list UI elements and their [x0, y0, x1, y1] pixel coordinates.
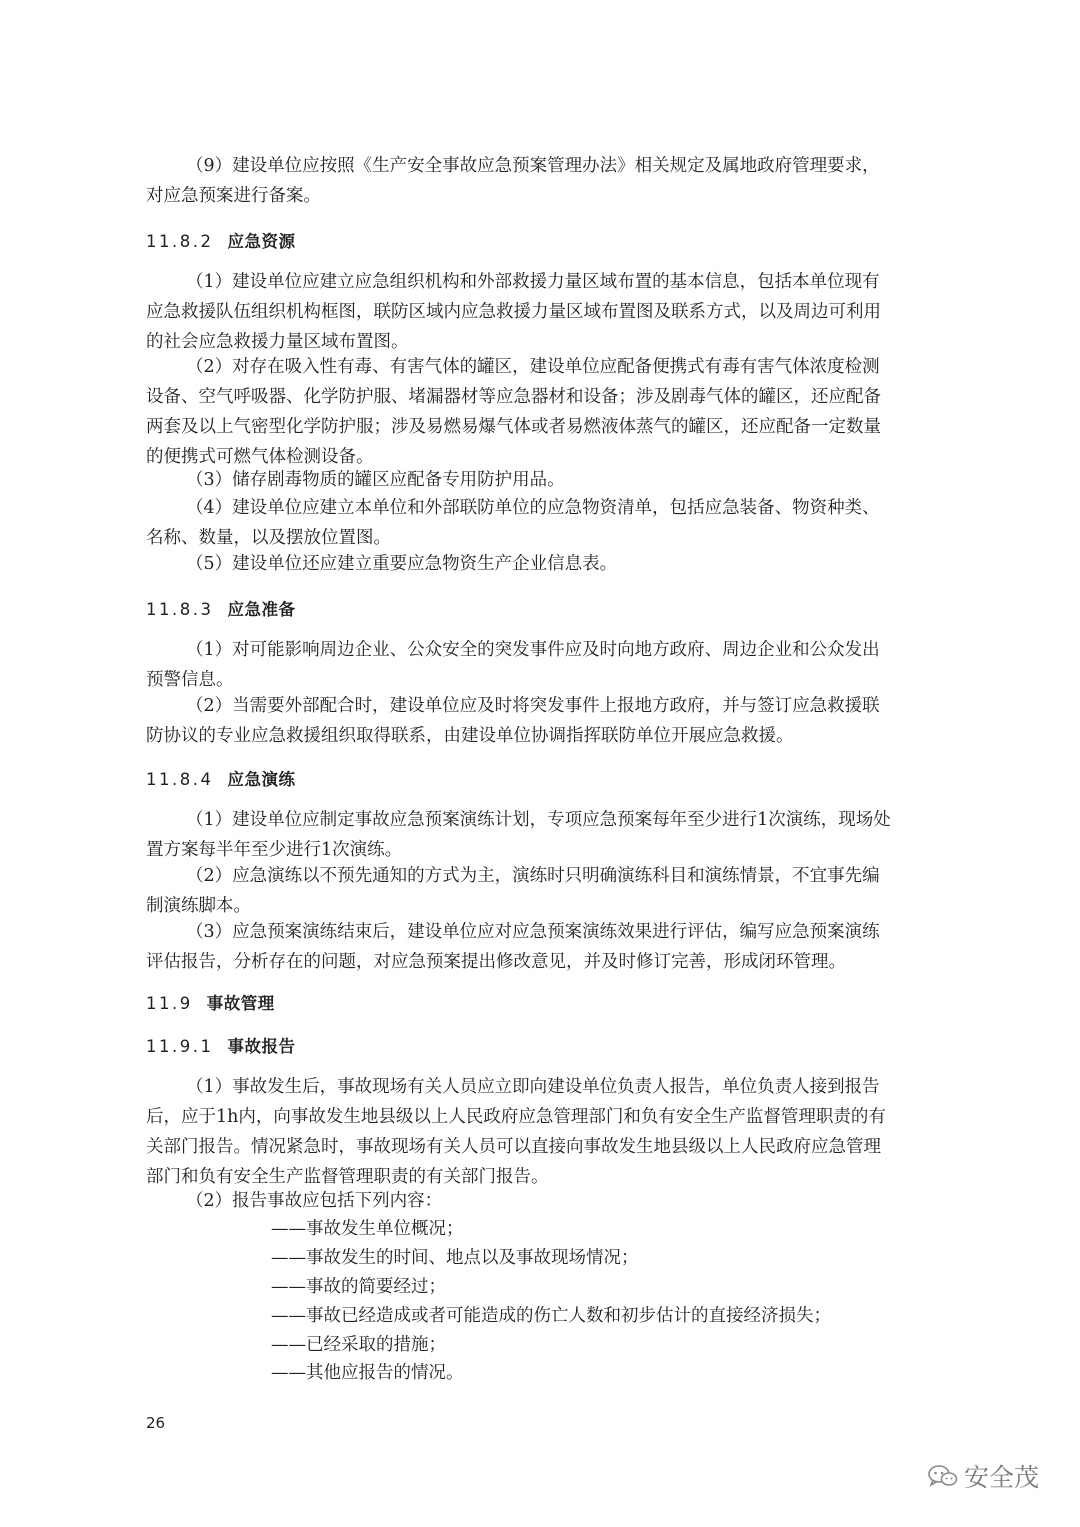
paragraph: （1）建设单位应制定事故应急预案演练计划，专项应急预案每年至少进行1次演练，现场处 置方案每半年至少进行1次演练。	[146, 810, 891, 860]
heading-11-8-3	[146, 595, 936, 625]
paragraph: （2）当需要外部配合时，建设单位应及时将突发事件上报地方政府，并与签订应急救援联 防协议的专业应急救援组织取得联系，由建设单位协调指挥联防单位开展应急救援。	[146, 696, 880, 746]
heading-number: 11.9	[146, 994, 193, 1013]
paragraph: （2）应急演练以不预先通知的方式为主，演练时只明确演练科目和演练情景，不宜事先编 制演练脚本。	[146, 866, 880, 916]
heading-title: 事故报告	[227, 1037, 296, 1056]
heading-11-9-1	[146, 1032, 936, 1062]
heading-title: 应急资源	[227, 232, 296, 251]
paragraph: （3）应急预案演练结束后，建设单位应对应急预案演练效果进行评估，编写应急预案演练 评估报告，分析存在的问题，对应急预案提出修改意见，并及时修订完善，形成闭环管理。	[146, 922, 880, 972]
paragraph: （2）报告事故应包括下列内容：	[186, 1191, 443, 1211]
paragraph: （4）建设单位应建立本单位和外部联防单位的应急物资清单，包括应急装备、物资种类、 名称、数量，以及摆放位置图。	[146, 498, 880, 548]
list-item: ——事故已经造成或者可能造成的伤亡人数和初步估计的直接经济损失；	[271, 1306, 831, 1326]
list-item: ——事故发生的时间、地点以及事故现场情况；	[271, 1248, 639, 1268]
heading-title: 事故管理	[206, 994, 275, 1013]
paragraph: （3）储存剧毒物质的罐区应配备专用防护用品。	[186, 470, 565, 490]
page-number: 26	[146, 1414, 166, 1432]
list-item: ——事故发生单位概况；	[271, 1219, 464, 1239]
wechat-icon	[928, 1464, 958, 1488]
heading-number: 11.8.2	[146, 232, 214, 251]
heading-title: 应急准备	[227, 600, 296, 619]
heading-title: 应急演练	[227, 770, 296, 789]
heading-11-9	[146, 989, 936, 1019]
paragraph: （1）对可能影响周边企业、公众安全的突发事件应及时向地方政府、周边企业和公众发出 预警信息。	[146, 640, 880, 690]
list-item: ——已经采取的措施；	[271, 1335, 446, 1355]
heading-11-8-2	[146, 227, 936, 257]
heading-number: 11.9.1	[146, 1037, 214, 1056]
watermark	[928, 1458, 1039, 1494]
paragraph: （5）建设单位还应建立重要应急物资生产企业信息表。	[186, 554, 618, 574]
paragraph: （1）建设单位应建立应急组织机构和外部救援力量区域布置的基本信息，包括本单位现有 应急救援队伍组织机构框图，联防区域内应急救援力量区域布置图及联系方式，以及周边可利用 的社会应急救援力量区域布置图。	[146, 272, 881, 352]
watermark-text: 安全茂	[964, 1463, 1040, 1492]
paragraph: （1）事故发生后，事故现场有关人员应立即向建设单位负责人报告，单位负责人接到报告 后，应于1h内，向事故发生地县级以上人民政府应急管理部门和负有安全生产监督管理职责的有 关部门报告。情况紧急时，事故现场有关人员可以直接向事故发生地县级以上人民政府应急管理 部门和负有安全生产监督管理职责的有关部门报告。	[146, 1077, 886, 1187]
heading-11-8-4	[146, 765, 936, 795]
list-item: ——事故的简要经过；	[271, 1277, 446, 1297]
list-item: ——其他应报告的情况。	[271, 1363, 464, 1383]
paragraph: （2）对存在吸入性有毒、有害气体的罐区，建设单位应配备便携式有毒有害气体浓度检测 设备、空气呼吸器、化学防护服、堵漏器材等应急器材和设备；涉及剧毒气体的罐区，还应配备 两套及以上气密型化学防护服；涉及易燃易爆气体或者易燃液体蒸气的罐区，还应配备一定数量 的便携式可燃气体检测设备。	[146, 357, 881, 467]
heading-number: 11.8.4	[146, 770, 214, 789]
paragraph-9: （9）建设单位应按照《生产安全事故应急预案管理办法》相关规定及属地政府管理要求， 对应急预案进行备案。	[146, 156, 880, 206]
heading-number: 11.8.3	[146, 600, 214, 619]
